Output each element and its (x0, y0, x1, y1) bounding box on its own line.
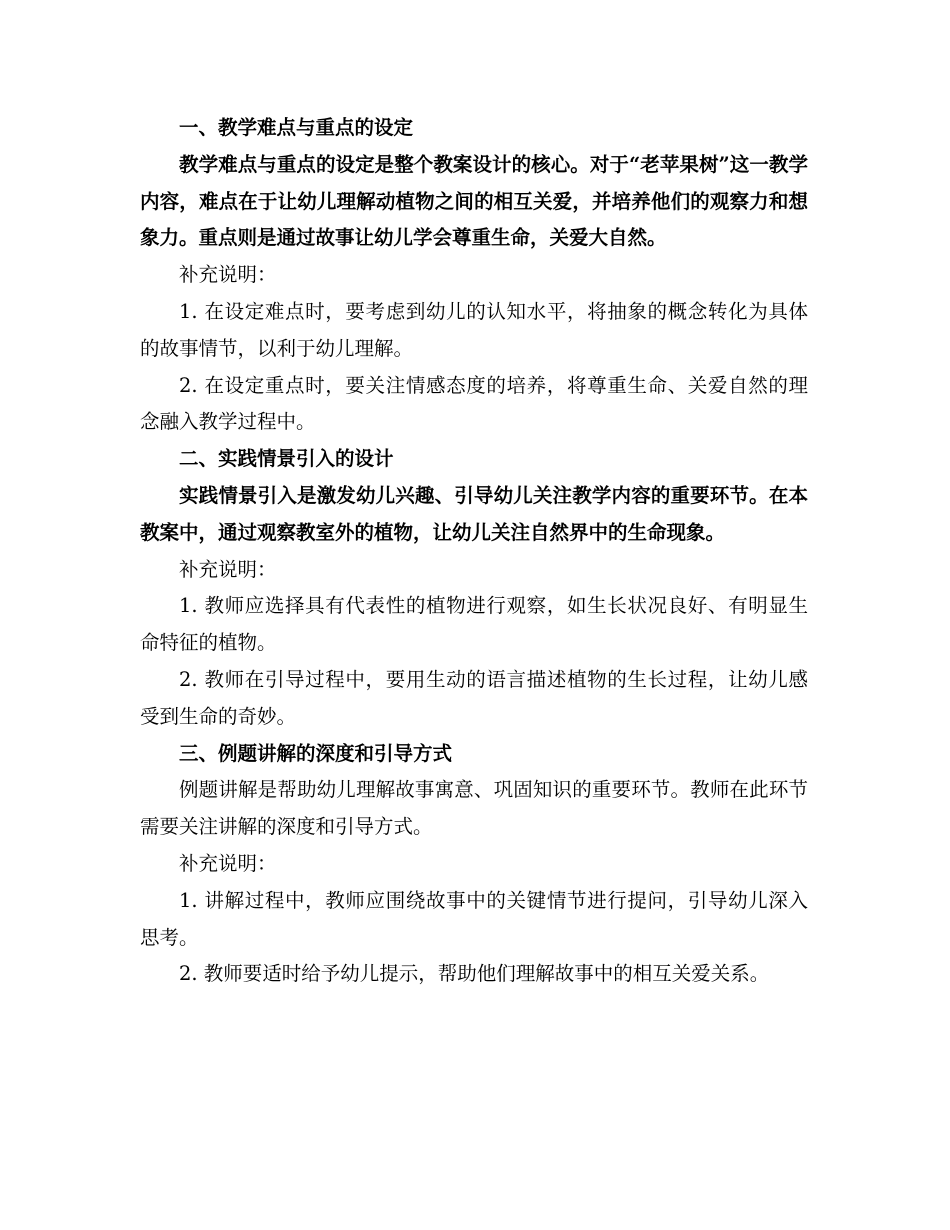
document-page (140, 110, 808, 993)
supplement-label-3: 补充说明： (179, 851, 277, 875)
supplement-item-2-1: 1. 教师应选择具有代表性的植物进行观察，如生长状况良好、有明显生命特征的植物。 (140, 594, 808, 655)
section-body-3: 例题讲解是帮助幼儿理解故事寓意、巩固知识的重要环节。教师在此环节需要关注讲解的深度和引导方式。 (140, 778, 808, 839)
section-heading-1: 一、教学难点与重点的设定 (179, 116, 414, 139)
section-body-1: 教学难点与重点的设定是整个教案设计的核心。对于“老苹果树”这一教学内容，难点在于让幼儿理解动植物之间的相互关爱，并培养他们的观察力和想象力。重点则是通过故事让幼儿学会尊重生命，关爱大自然。 (140, 152, 808, 250)
section-heading-3: 三、例题讲解的深度和引导方式 (179, 741, 453, 765)
supplement-item-2-2: 2. 教师在引导过程中，要用生动的语言描述植物的生长过程，让幼儿感受到生命的奇妙。 (140, 667, 808, 728)
section-body-2: 实践情景引入是激发幼儿兴趣、引导幼儿关注教学内容的重要环节。在本教案中，通过观察教室外的植物，让幼儿关注自然界中的生命现象。 (140, 483, 808, 544)
supplement-item-3-2: 2. 教师要适时给予幼儿提示，帮助他们理解故事中的相互关爱关系。 (179, 962, 770, 986)
section-heading-2: 二、实践情景引入的设计 (179, 447, 394, 471)
supplement-label-1: 补充说明： (179, 263, 277, 287)
supplement-label-2: 补充说明： (179, 557, 277, 581)
supplement-item-3-1: 1. 讲解过程中，教师应围绕故事中的关键情节进行提问，引导幼儿深入思考。 (140, 888, 808, 949)
supplement-item-1-1: 1. 在设定难点时，要考虑到幼儿的认知水平，将抽象的概念转化为具体的故事情节，以利于幼儿理解。 (140, 299, 808, 360)
supplement-item-1-2: 2. 在设定重点时，要关注情感态度的培养，将尊重生命、关爱自然的理念融入教学过程中。 (140, 373, 808, 434)
